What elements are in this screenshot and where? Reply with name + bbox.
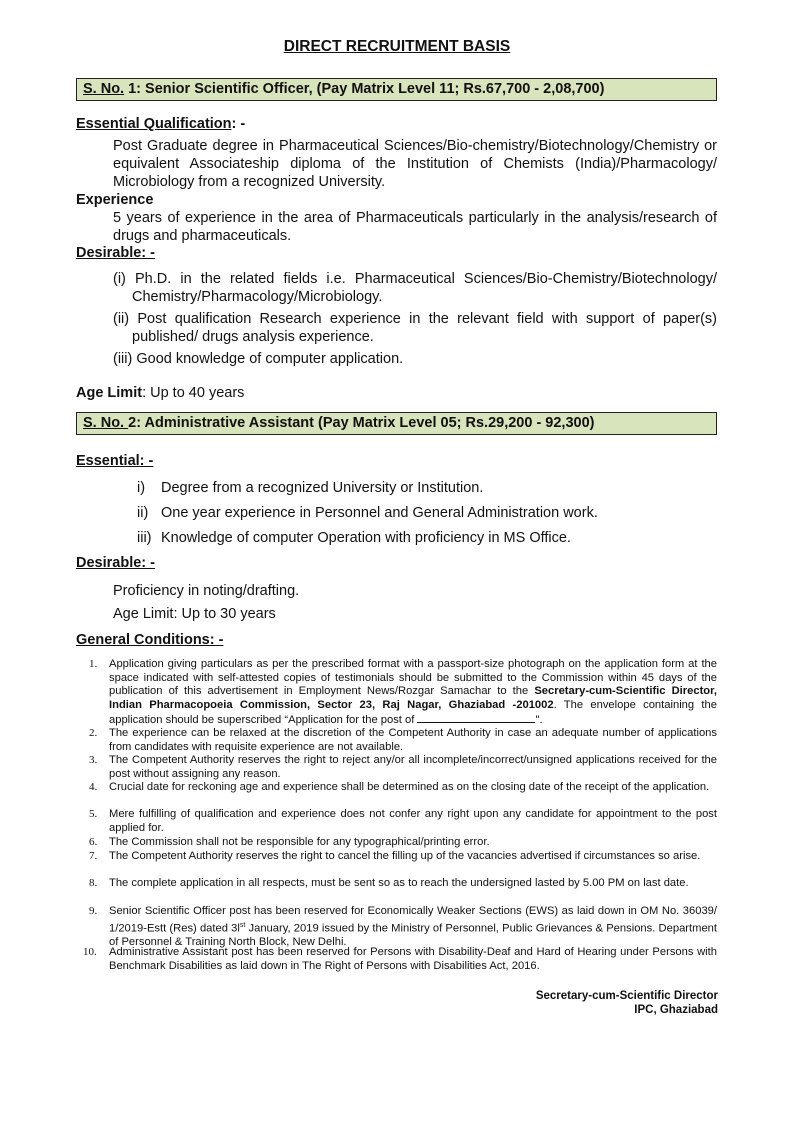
condition-item: Administrative Assistant post has been reserved for Persons with Disability-Deaf and Hard of Hearing under Persons with Benchmark Disabilities as laid down in The Right of Persons with Disabilities Act, 2016.	[109, 946, 717, 972]
condition-number: 7.	[89, 850, 98, 862]
post-1-essential-heading	[76, 116, 245, 132]
condition-9-text-b: January, 2019 issued by the Ministry of Personnel, Public Grievances & Pensions. Department of Personnel & Training North Block, New Delhi.	[109, 922, 717, 948]
post-2-desirable-heading: Desirable: -	[76, 555, 155, 571]
post-1-desirable-item: (ii) Post qualification Research experience in the relevant field with support of paper(s) published/ drugs analysis experience.	[113, 311, 717, 345]
post-2-essential-item: Degree from a recognized University or Institution.	[161, 480, 484, 496]
condition-number: 3.	[89, 754, 98, 766]
post-1-experience-text: 5 years of experience in the area of Pharmaceuticals particularly in the analysis/research of drugs and pharmaceuticals.	[113, 210, 717, 244]
condition-item	[109, 905, 717, 950]
condition-number: 8.	[89, 877, 98, 889]
post-1-age-label: Age Limit	[76, 385, 143, 401]
condition-item: The Commission shall not be responsible for any typographical/printing error.	[109, 836, 490, 848]
condition-number: 2.	[89, 727, 98, 739]
condition-number: 1.	[89, 658, 98, 670]
post-1-title: 1: Senior Scientific Officer, (Pay Matrix Level 11; Rs.67,700 - 2,08,700)	[124, 81, 605, 97]
condition-number: 10.	[83, 946, 97, 958]
post-name-blank	[417, 712, 535, 723]
post-1-desirable-item: (iii) Good knowledge of computer application.	[113, 351, 404, 367]
condition-item: Mere fulfilling of qualification and experience does not confer any right upon any candidate for appointment to the post applied for.	[109, 808, 717, 834]
post-2-essential-marker: iii)	[137, 530, 152, 546]
condition-item: The Competent Authority reserves the right to reject any/or all incomplete/incorrect/unsigned applications received for the post without assigning any reason.	[109, 754, 717, 780]
condition-number: 5.	[89, 808, 98, 820]
condition-number: 6.	[89, 836, 98, 848]
post-2-essential-item: One year experience in Personnel and General Administration work.	[161, 505, 598, 521]
post-2-essential-heading: Essential: -	[76, 453, 154, 469]
post-1-desirable-heading: Desirable: -	[76, 245, 155, 261]
post-1-essential-text: Post Graduate degree in Pharmaceutical Sciences/Bio-chemistry/Biotechnology/Chemistry or equivalent Associateship diploma of the Institution of Chemists (India)/Pharmacology/ Microbiology from a recognized University.	[113, 138, 717, 190]
condition-number: 4.	[89, 781, 98, 793]
post-1-age-value: : Up to 40 years	[142, 385, 245, 401]
post-1-desirable-item: (i) Ph.D. in the related fields i.e. Pharmaceutical Sciences/Bio-Chemistry/Biotechnology/ Chemistry/Pharmacology/Microbiology.	[113, 271, 717, 305]
post-2-essential-marker: i)	[137, 480, 146, 496]
condition-1-text-b: . The envelope containing the application should be superscribed “Application for the post of	[109, 698, 717, 727]
condition-9-text-a: Senior Scientific Officer post has been reserved for Economically Weaker Sections (EWS) as laid down in OM No. 36039/ 1/2019-Estt (Res) dated 3l	[109, 905, 717, 935]
post-2-header	[76, 412, 717, 435]
condition-item: The complete application in all respects, must be sent so as to reach the undersigned lasted by 5.00 PM on last date.	[109, 877, 689, 889]
post-1-header	[76, 78, 717, 101]
signature-office: IPC, Ghaziabad	[634, 1004, 718, 1016]
general-conditions-heading: General Conditions: -	[76, 632, 224, 648]
condition-item	[109, 658, 717, 728]
condition-item: The experience can be relaxed at the discretion of the Competent Authority in case an adequate number of applications from candidates with requisite experience are not available.	[109, 727, 717, 753]
condition-1-address: Secretary-cum-Scientific Director, Indian Pharmacopoeia Commission, Sector 23, Raj Nagar, Ghaziabad -201002	[109, 685, 717, 711]
condition-number: 9.	[89, 905, 98, 917]
condition-9-superscript: st	[239, 921, 246, 929]
post-2-desirable-text: Proficiency in noting/drafting.	[113, 583, 300, 599]
post-1-essential-heading-text: Essential Qualification	[76, 116, 232, 132]
post-1-sno-label: S. No.	[83, 81, 125, 97]
post-1-essential-heading-suffix: : -	[231, 116, 246, 132]
condition-1-text-c: ".	[535, 714, 543, 727]
post-2-age-limit: Age Limit: Up to 30 years	[113, 606, 276, 622]
page-title: DIRECT RECRUITMENT BASIS	[283, 38, 511, 55]
condition-item: Crucial date for reckoning age and experience shall be determined as on the closing date of the receipt of the application.	[109, 781, 710, 793]
signature-block	[536, 989, 718, 1017]
post-2-essential-marker: ii)	[137, 505, 149, 521]
condition-item: The Competent Authority reserves the right to cancel the filling up of the vacancies advertised if circumstances so arise.	[109, 850, 701, 862]
signature-designation: Secretary-cum-Scientific Director	[535, 990, 718, 1002]
post-2-sno-label: S. No.	[83, 415, 129, 431]
post-2-title: 2: Administrative Assistant (Pay Matrix Level 05; Rs.29,200 - 92,300)	[128, 415, 595, 431]
post-1-experience-heading: Experience	[76, 192, 154, 208]
post-2-essential-item: Knowledge of computer Operation with proficiency in MS Office.	[161, 530, 571, 546]
condition-1-text-a: Application giving particulars as per the prescribed format with a passport-size photograph on the application form at the space indicated with self-attested copies of testimonials should be submitted to the Commission within 45 days of the publication of this advertisement in Employment News/Rozgar Samachar to the	[109, 658, 717, 698]
post-1-age-limit	[76, 384, 476, 402]
